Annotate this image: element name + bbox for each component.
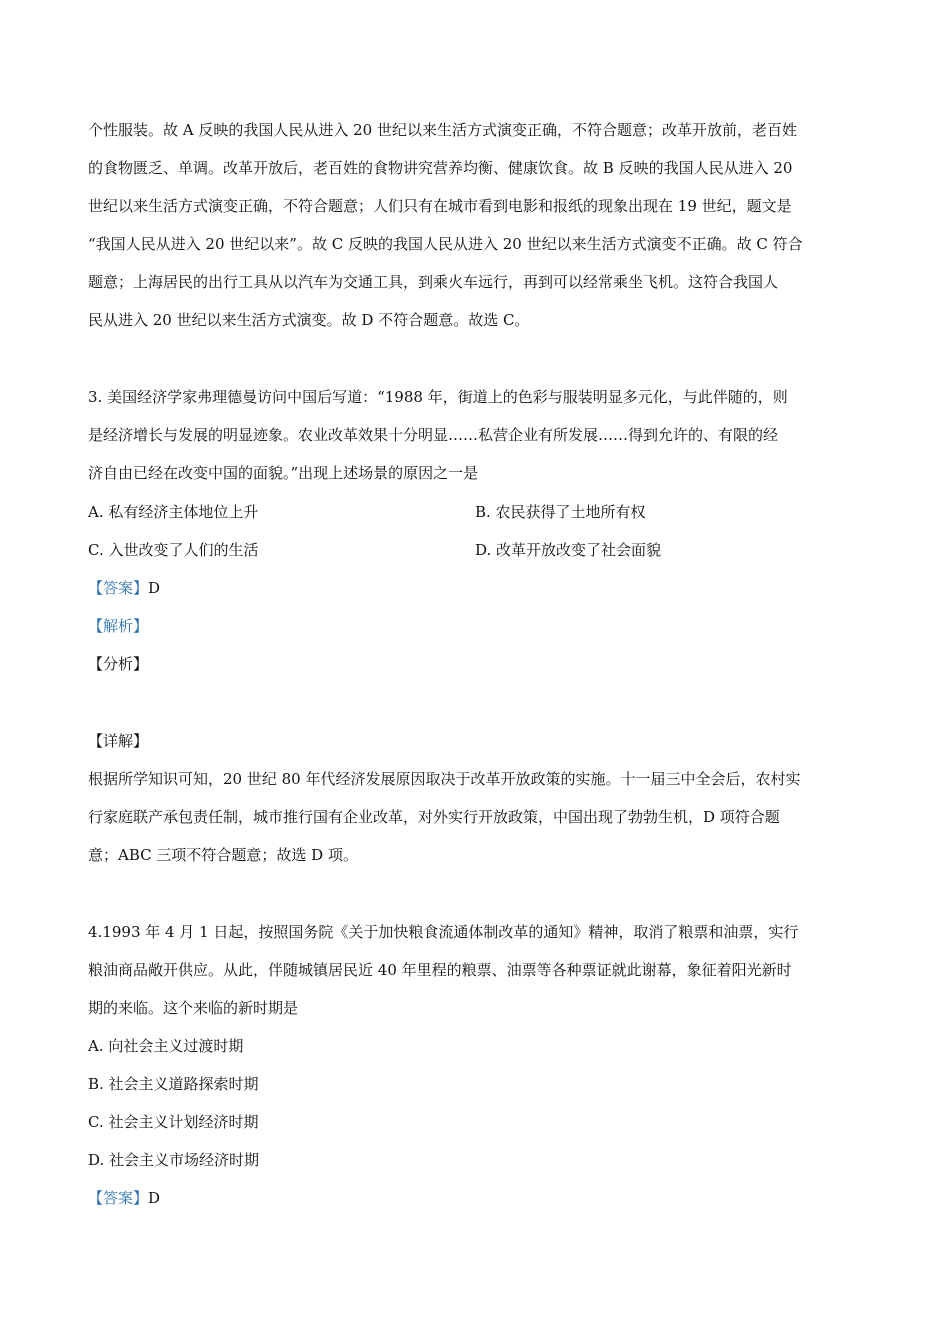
option-d: D. 社会主义市场经济时期 [88,1151,260,1169]
detail-line: 行家庭联产承包责任制，城市推行国有企业改革，对外实行开放政策，中国出现了勃勃生机，D 项符合题 [88,808,780,826]
detail-label: 【详解】 [88,732,149,750]
question-4-stem: 粮油商品敞开供应。从此，伴随城镇居民近 40 年里程的粮票、油票等各种票证就此谢幕，象征着阳光新时 [88,961,792,979]
analysis-label: 【解析】 [88,617,149,635]
option-c: C. 入世改变了人们的生活 [88,541,259,559]
answer-row [88,1188,160,1208]
question-4-stem: 期的来临。这个来临的新时期是 [88,999,299,1017]
answer-label: 【答案】 [88,579,149,597]
question-4-stem: 4.1993 年 4 月 1 日起，按照国务院《关于加快粮食流通体制改革的通知》精神，取消了粮票和油票，实行 [88,923,799,941]
question-3-stem: 3. 美国经济学家弗理德曼访问中国后写道：“1988 年，街道上的色彩与服装明显多元化，与此伴随的，则 [88,388,788,406]
answer-value: D [148,579,161,597]
answer-row [88,578,160,598]
answer-value: D [148,1189,161,1207]
detail-line: 根据所学知识可知，20 世纪 80 年代经济发展原因取决于改革开放政策的实施。十一届三中全会后，农村实 [88,770,801,788]
question-3-stem: 济自由已经在改变中国的面貌。”出现上述场景的原因之一是 [88,464,479,482]
paragraph-line: “我国人民从进入 20 世纪以来”。故 C 反映的我国人民从进入 20 世纪以来生活方式演变不正确。故 C 符合 [88,235,803,253]
question-3-stem: 是经济增长与发展的明显迹象。农业改革效果十分明显……私营企业有所发展……得到允许的、有限的经 [88,426,779,444]
option-a: A. 向社会主义过渡时期 [88,1037,244,1055]
paragraph-line: 民从进入 20 世纪以来生活方式演变。故 D 不符合题意。故选 C。 [88,311,530,329]
detail-line: 意；ABC 三项不符合题意；故选 D 项。 [88,846,358,864]
paragraph-line: 个性服装。故 A 反映的我国人民从进入 20 世纪以来生活方式演变正确，不符合题意；改革开放前，老百姓 [88,121,797,139]
option-a: A. 私有经济主体地位上升 [88,503,259,521]
option-b: B. 社会主义道路探索时期 [88,1075,259,1093]
paragraph-line: 的食物匮乏、单调。改革开放后，老百姓的食物讲究营养均衡、健康饮食。故 B 反映的我国人民从进入 20 [88,159,793,177]
paragraph-line: 世纪以来生活方式演变正确，不符合题意；人们只有在城市看到电影和报纸的现象出现在 19 世纪，题文是 [88,197,792,215]
paragraph-line: 题意；上海居民的出行工具从以汽车为交通工具，到乘火车远行，再到可以经常乘坐飞机。这符合我国人 [88,273,779,291]
answer-label: 【答案】 [88,1189,149,1207]
option-b: B. 农民获得了土地所有权 [475,503,646,521]
option-c: C. 社会主义计划经济时期 [88,1113,259,1131]
fenxi-label: 【分析】 [88,655,149,673]
option-d: D. 改革开放改变了社会面貌 [475,541,662,559]
